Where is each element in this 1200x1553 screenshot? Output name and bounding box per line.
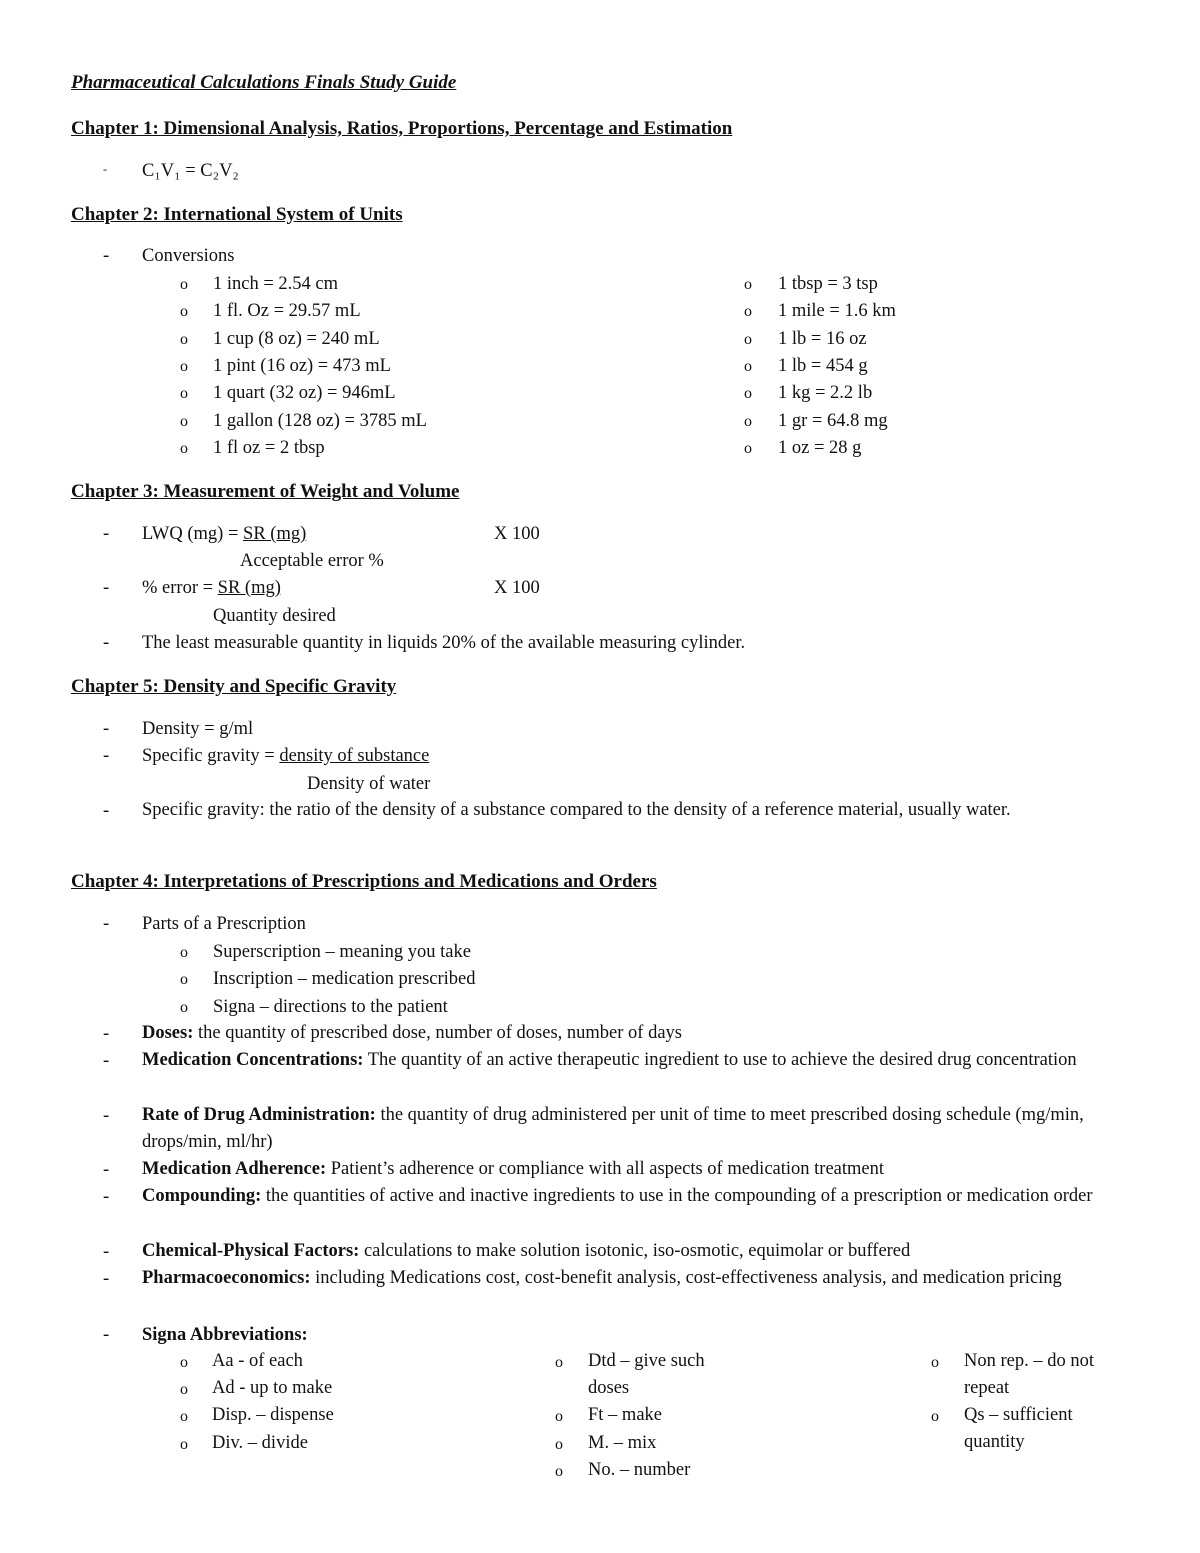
signa-item: Dtd – give such doses <box>588 1351 705 1398</box>
least-measurable-text: The least measurable quantity in liquids 20% of the available measuring cylinder. <box>142 633 746 653</box>
bullet-marker: o <box>555 1463 563 1480</box>
signa-item: Ft – make <box>588 1405 662 1425</box>
term-label: Rate of Drug Administration: <box>142 1105 376 1125</box>
conversion-item: 1 cup (8 oz) = 240 mL <box>213 328 380 349</box>
list-dash: - <box>103 914 110 934</box>
bullet-marker: o <box>180 971 188 989</box>
list-dash: - <box>103 1269 110 1289</box>
term-definition <box>142 1156 1132 1183</box>
parts-label: Parts of a Prescription <box>142 914 306 934</box>
list-dash: - <box>103 524 110 544</box>
signa-item: Ad - up to make <box>212 1378 333 1398</box>
term-label: Compounding: <box>142 1186 262 1206</box>
bullet-marker: o <box>180 1408 188 1425</box>
bullet-marker: o <box>744 385 752 403</box>
conversion-item: 1 mile = 1.6 km <box>778 301 896 322</box>
term-text: Patient’s adherence or compliance with all aspects of medication treatment <box>326 1159 884 1179</box>
prescription-part: Superscription – meaning you take <box>213 942 471 962</box>
conversion-item: 1 fl. Oz = 29.57 mL <box>213 301 361 322</box>
list-dash: - <box>103 1242 110 1262</box>
conversion-item: 1 gallon (128 oz) = 3785 mL <box>213 410 427 431</box>
bullet-marker: o <box>744 357 752 375</box>
conversion-item: 1 kg = 2.2 lb <box>778 383 873 404</box>
signa-item: Non rep. – do not repeat <box>964 1351 1094 1398</box>
signa-item: Aa - of each <box>212 1351 303 1371</box>
bullet-marker: o <box>744 303 752 321</box>
list-dash: - <box>103 1187 110 1207</box>
term-definition <box>142 1020 1132 1047</box>
bullet-marker: o <box>180 944 188 961</box>
bullet-marker: o <box>180 357 188 375</box>
bullet-marker: o <box>931 1354 939 1371</box>
prescription-part: Signa – directions to the patient <box>213 996 448 1017</box>
signa-item: Disp. – dispense <box>212 1405 334 1425</box>
term-text: calculations to make solution isotonic, iso-osmotic, equimolar or buffered <box>359 1241 911 1261</box>
conversion-item: 1 lb = 454 g <box>778 355 868 376</box>
lwq-formula <box>142 524 306 545</box>
dilution-formula: C₁V₁ = C₂V₂ <box>142 161 239 181</box>
list-dash: - <box>103 162 107 176</box>
bullet-marker: o <box>555 1436 563 1453</box>
specific-gravity-formula <box>142 746 429 767</box>
list-dash: - <box>103 246 110 266</box>
list-dash: - <box>103 1325 110 1345</box>
term-definition <box>142 1238 1132 1265</box>
term-label: Doses: <box>142 1023 194 1043</box>
error-numerator: SR (mg) <box>217 578 281 598</box>
term-text: the quantities of active and inactive ingredients to use in the compounding of a prescription or medication order <box>261 1186 1093 1206</box>
list-dash: - <box>103 1160 110 1180</box>
bullet-marker: o <box>931 1408 939 1425</box>
bullet-marker: o <box>180 276 188 293</box>
term-definition <box>142 1047 1132 1074</box>
list-dash: - <box>103 1051 110 1071</box>
error-formula <box>142 578 281 599</box>
lwq-denominator: Acceptable error % <box>240 551 384 571</box>
error-lhs: % error = <box>142 578 218 598</box>
conversion-item: 1 quart (32 oz) = 946mL <box>213 383 396 404</box>
specific-gravity-definition: Specific gravity: the ratio of the density of a substance compared to the density of a reference material, usually water. <box>142 800 1011 820</box>
conversions-label: Conversions <box>142 246 235 266</box>
conversion-item: 1 oz = 28 g <box>778 437 862 458</box>
conversion-item: 1 gr = 64.8 mg <box>778 410 888 431</box>
list-dash: - <box>103 1024 110 1044</box>
list-dash: - <box>103 633 110 653</box>
term-label: Pharmacoeconomics: <box>142 1268 311 1288</box>
term-definition <box>142 1265 1132 1292</box>
signa-item: M. – mix <box>588 1433 657 1453</box>
list-dash: - <box>103 1106 110 1126</box>
bullet-marker: o <box>744 276 752 293</box>
bullet-marker: o <box>180 439 188 457</box>
list-dash: - <box>103 746 110 766</box>
term-text: The quantity of an active therapeutic ingredient to use to achieve the desired drug concentration <box>363 1050 1077 1070</box>
term-label: Chemical-Physical Factors: <box>142 1241 360 1261</box>
signa-item: No. – number <box>588 1460 691 1480</box>
sg-lhs: Specific gravity = <box>142 746 280 766</box>
chapter-3-heading: Chapter 3: Measurement of Weight and Volume <box>71 481 460 502</box>
bullet-marker: o <box>180 385 188 403</box>
bullet-marker: o <box>180 1381 188 1398</box>
list-dash: - <box>103 578 110 598</box>
bullet-marker: o <box>555 1408 563 1425</box>
sg-numerator: density of substance <box>279 746 430 766</box>
term-text: the quantity of prescribed dose, number of doses, number of days <box>193 1023 682 1043</box>
bullet-marker: o <box>180 412 188 430</box>
lwq-numerator: SR (mg) <box>243 524 307 544</box>
term-text: the quantity of drug administered per unit of time to meet prescribed dosing schedule (mg/min, drops/min, ml/hr) <box>142 1105 1084 1152</box>
lwq-multiplier: X 100 <box>494 524 540 544</box>
density-formula: Density = g/ml <box>142 719 254 739</box>
error-denominator: Quantity desired <box>213 606 336 626</box>
signa-item: Div. – divide <box>212 1433 308 1453</box>
conversion-item: 1 lb = 16 oz <box>778 328 867 349</box>
lwq-lhs: LWQ (mg) = <box>142 524 244 544</box>
bullet-marker: o <box>744 439 752 457</box>
list-dash: - <box>103 719 110 739</box>
term-definition <box>142 1183 1132 1210</box>
term-text: including Medications cost, cost-benefit analysis, cost-effectiveness analysis, and medication pricing <box>310 1268 1062 1288</box>
bullet-marker: o <box>744 330 752 348</box>
prescription-part: Inscription – medication prescribed <box>213 969 476 990</box>
sg-denominator: Density of water <box>307 774 431 794</box>
list-dash: - <box>103 801 110 821</box>
signa-label: Signa Abbreviations: <box>142 1325 308 1345</box>
conversion-item: 1 pint (16 oz) = 473 mL <box>213 355 391 376</box>
bullet-marker: o <box>744 412 752 430</box>
bullet-marker: o <box>180 1354 188 1371</box>
bullet-marker: o <box>180 330 188 348</box>
term-label: Medication Concentrations: <box>142 1050 364 1070</box>
signa-item: Qs – sufficient quantity <box>964 1405 1073 1452</box>
term-label: Medication Adherence: <box>142 1159 327 1179</box>
bullet-marker: o <box>555 1354 563 1371</box>
conversion-item: 1 fl oz = 2 tbsp <box>213 437 325 458</box>
bullet-marker: o <box>180 303 188 321</box>
conversion-item: 1 tbsp = 3 tsp <box>778 274 878 294</box>
conversion-item: 1 inch = 2.54 cm <box>213 274 339 294</box>
bullet-marker: o <box>180 1436 188 1453</box>
error-multiplier: X 100 <box>494 578 540 598</box>
chapter-5-heading: Chapter 5: Density and Specific Gravity <box>71 676 397 697</box>
term-definition <box>142 1102 1132 1156</box>
chapter-1-heading: Chapter 1: Dimensional Analysis, Ratios, Proportions, Percentage and Estimation <box>71 118 733 139</box>
chapter-4-heading: Chapter 4: Interpretations of Prescriptions and Medications and Orders <box>71 871 657 892</box>
chapter-2-heading: Chapter 2: International System of Units <box>71 204 403 225</box>
page-title: Pharmaceutical Calculations Finals Study Guide <box>71 72 457 93</box>
bullet-marker: o <box>180 998 188 1016</box>
